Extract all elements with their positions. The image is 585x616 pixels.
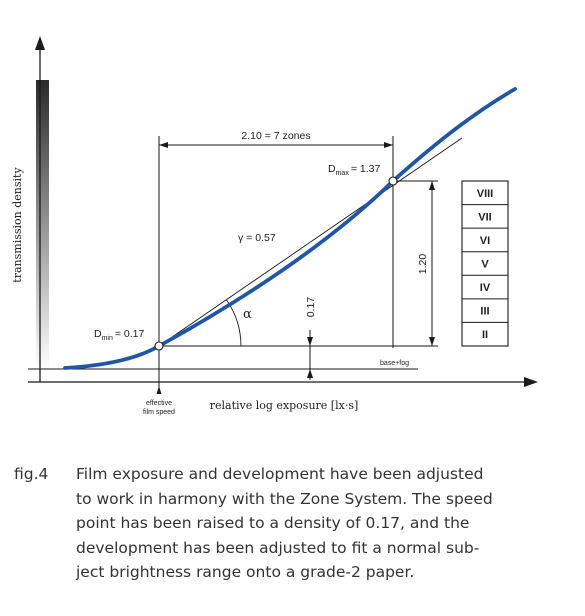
y-axis-label: transmission density bbox=[11, 167, 24, 283]
zones-span-label: 2.10 = 7 zones bbox=[241, 130, 311, 142]
x-axis-arrow-icon bbox=[524, 377, 538, 387]
caption-line: development has been adjusted to fit a normal sub- bbox=[76, 538, 480, 557]
figure-caption bbox=[14, 462, 574, 585]
density-offset-dimension bbox=[159, 297, 393, 380]
alpha-label: α bbox=[243, 307, 252, 322]
zone-scale bbox=[462, 181, 508, 346]
x-axis bbox=[28, 377, 538, 387]
d-min-point bbox=[155, 342, 163, 350]
d-max-label: $D_{max} = 1.37$ bbox=[328, 163, 381, 177]
zone-label: VI bbox=[479, 234, 491, 247]
y-axis-arrow-icon bbox=[35, 36, 45, 50]
zone-label: V bbox=[481, 258, 489, 271]
film-speed-label-2: film speed bbox=[143, 409, 175, 416]
film-speed-arrow-icon bbox=[157, 386, 162, 394]
zone-label: VII bbox=[478, 211, 492, 224]
figure-number: fig.4 bbox=[14, 465, 49, 483]
density-offset-label: 0.17 bbox=[305, 296, 317, 318]
d-max-point bbox=[389, 177, 397, 185]
zone-label: III bbox=[480, 305, 490, 318]
gamma-label: γ = 0.57 bbox=[238, 232, 276, 244]
density-gradient-bar bbox=[36, 80, 49, 370]
x-axis-label: relative log exposure [lx·s] bbox=[209, 399, 359, 412]
film-speed-label-1: effective bbox=[146, 400, 172, 407]
density-range-label: 1.20 bbox=[417, 253, 429, 275]
zone-label: IV bbox=[479, 282, 491, 295]
zone-label: VIII bbox=[476, 187, 494, 200]
caption-line: to work in harmony with the Zone System. The speed bbox=[76, 489, 493, 508]
base-fog-label: base+fog bbox=[380, 360, 409, 367]
zone-label: II bbox=[481, 329, 489, 342]
density-range-dimension bbox=[393, 181, 438, 346]
d-min-label: $D_{min} = 0.17$ bbox=[94, 328, 145, 342]
caption-line: Film exposure and development have been adjusted bbox=[76, 465, 484, 483]
caption-line: ject brightness range onto a grade-2 paper. bbox=[76, 563, 415, 581]
caption-line: point has been raised to a density of 0.17, and the bbox=[76, 514, 470, 532]
